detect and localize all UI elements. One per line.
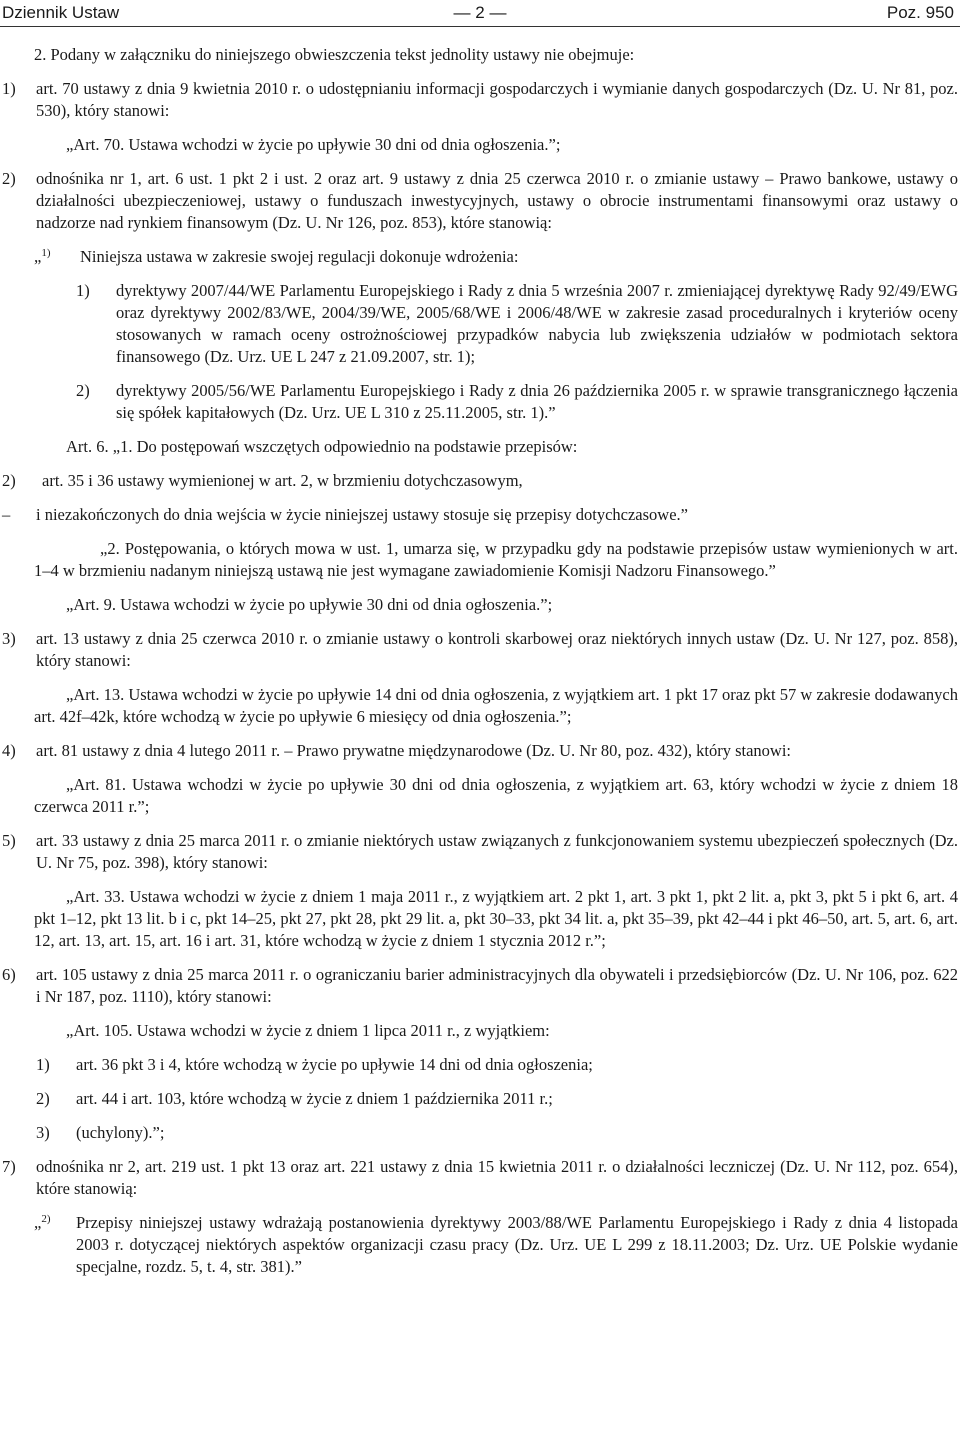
quote-art-9: „Art. 9. Ustawa wchodzi w życie po upływie 30 dni od dnia ogłoszenia.”; [66, 595, 553, 614]
footnote-text: Niniejsza ustawa w zakresie swojej regulacji dokonuje wdrożenia: [80, 247, 519, 266]
list-item-number: 2) [36, 1089, 50, 1108]
list-item-4 [0, 740, 958, 762]
list-item-text: art. 33 ustawy z dnia 25 marca 2011 r. o zmianie niektórych ustaw związanych z funkcjonowaniem systemu ubezpieczeń społecznych (Dz. U. Nr 75, poz. 398), który stanowi: [36, 831, 958, 872]
art-6-dash-line [0, 504, 958, 526]
dash-text: i niezakończonych do dnia wejścia w życie niniejszej ustawy stosuje się przepisy dotychczasowe.” [36, 505, 688, 524]
journal-title: Dziennik Ustaw [2, 3, 120, 22]
quote-art-81: „Art. 81. Ustawa wchodzi w życie po upływie 30 dni od dnia ogłoszenia, z wyjątkiem art. 63, który wchodzi w życie z dniem 18 czerwca 2011 r.”; [34, 775, 958, 816]
list-item-2 [0, 168, 958, 234]
footnote-1-item-1 [0, 280, 958, 368]
quote-art-105: „Art. 105. Ustawa wchodzi w życie z dniem 1 lipca 2011 r., z wyjątkiem: [66, 1021, 550, 1040]
list-item-number: 4) [2, 741, 16, 760]
list-item-number: 1) [36, 1055, 50, 1074]
list-item-text: dyrektywy 2007/44/WE Parlamentu Europejskiego i Rady z dnia 5 września 2007 r. zmieniającej dyrektywę Rady 92/49/EWG oraz dyrektywy 2002/83/WE, 2004/39/WE, 2005/68/WE i 2006/48/WE w zakresie zasad proceduralnych i kryteriów oceny stosowanych w ramach oceny ostrożnościowej przypadków nabycia lub zwiększenia udziałów w podmiotach sektora finansowego (Dz. Urz. UE L 247 z 21.09.2007, str. 1); [116, 281, 958, 366]
list-item-text: dyrektywy 2005/56/WE Parlamentu Europejskiego i Rady z dnia 26 października 2005 r. w sprawie transgranicznego łączenia się spółek kapitałowych (Dz. Urz. UE L 310 z 25.11.2005, str. 1).” [116, 381, 958, 422]
footnote-marker: „$^{1)}$ [34, 247, 51, 266]
list-item-number: 3) [2, 629, 16, 648]
list-item-text: art. 35 i 36 ustawy wymienionej w art. 2, w brzmieniu dotychczasowym, [42, 471, 523, 490]
list-item-7 [0, 1156, 958, 1200]
dash-marker: – [2, 505, 11, 524]
quote-art-70: „Art. 70. Ustawa wchodzi w życie po upływie 30 dni od dnia ogłoszenia.”; [66, 135, 561, 154]
list-item-text: art. 81 ustawy z dnia 4 lutego 2011 r. – Prawo prywatne międzynarodowe (Dz. U. Nr 80, poz. 432), który stanowi: [36, 741, 792, 760]
art-6-item-2 [0, 470, 958, 492]
art-6-heading: Art. 6. „1. Do postępowań wszczętych odpowiednio na podstawie przepisów: [66, 437, 578, 456]
list-item-text: art. 36 pkt 3 i 4, które wchodzą w życie po upływie 14 dni od dnia ogłoszenia; [76, 1055, 593, 1074]
document-body [0, 38, 958, 1278]
footnote-1 [0, 246, 958, 268]
footnote-2 [0, 1212, 958, 1278]
list-item-6 [0, 964, 958, 1008]
art-6-section-2: „2. Postępowania, o których mowa w ust. 1, umarza się, w przypadku gdy na podstawie przepisów ustaw wymienionych w art. 1–4 w brzmieniu nadanym niniejszą ustawą nie jest wymagane zawiadomienie Komisji Nadzoru Finansowego.” [34, 539, 958, 580]
art-105-item-1 [0, 1054, 958, 1076]
list-item-number: 2) [2, 471, 16, 490]
list-item-text: art. 44 i art. 103, które wchodzą w życie z dniem 1 października 2011 r.; [76, 1089, 553, 1108]
list-item-number: 1) [2, 79, 16, 98]
page-header [0, 0, 960, 26]
list-item-number: 2) [2, 169, 16, 188]
header-rule [0, 26, 960, 27]
list-item-number: 3) [36, 1123, 50, 1142]
list-item-number: 6) [2, 965, 16, 984]
list-item-text: odnośnika nr 1, art. 6 ust. 1 pkt 2 i ust. 2 oraz art. 9 ustawy z dnia 25 czerwca 2010 r. o zmianie ustawy – Prawo bankowe, ustawy o działalności ubezpieczeniowej, ustawy o funduszach inwestycyjnych, ustawy o obrocie instrumentami finansowymi oraz ustawy o nadzorze nad rynkiem finansowym (Dz. U. Nr 126, poz. 853), które stanowią: [36, 169, 958, 232]
list-item-number: 7) [2, 1157, 16, 1176]
list-item-number: 2) [76, 381, 90, 400]
list-item-text: art. 105 ustawy z dnia 25 marca 2011 r. o ograniczaniu barier administracyjnych dla obywateli i przedsiębiorców (Dz. U. Nr 106, poz. 622 i Nr 187, poz. 1110), który stanowi: [36, 965, 958, 1006]
footnote-marker: „$^{2)}$ [34, 1213, 51, 1232]
list-item-number: 1) [76, 281, 90, 300]
section-2-heading: 2. Podany w załączniku do niniejszego obwieszczenia tekst jednolity ustawy nie obejmuje: [34, 45, 635, 64]
quote-art-13: „Art. 13. Ustawa wchodzi w życie po upływie 14 dni od dnia ogłoszenia, z wyjątkiem art. 1 pkt 17 oraz pkt 57 w zakresie dodawanych art. 42f–42k, które wchodzą w życie po upływie 6 miesięcy od dnia ogłoszenia.”; [34, 685, 958, 726]
list-item-text: art. 70 ustawy z dnia 9 kwietnia 2010 r. o udostępnianiu informacji gospodarczych i wymianie danych gospodarczych (Dz. U. Nr 81, poz. 530), który stanowi: [36, 79, 958, 120]
position-number: Poz. 950 [886, 3, 954, 22]
list-item-3 [0, 628, 958, 672]
art-105-item-2 [0, 1088, 958, 1110]
quote-art-33: „Art. 33. Ustawa wchodzi w życie z dniem 1 maja 2011 r., z wyjątkiem art. 2 pkt 1, art. 3 pkt 1, pkt 2 lit. a, pkt 3, pkt 5 i pkt 6, art. 4 pkt 1–12, pkt 13 lit. b i c, pkt 14–25, pkt 27, pkt 28, pkt 29 lit. a, pkt 30–33, pkt 34 lit. a, pkt 35–39, pkt 42–44 i pkt 46–50, art. 5, art. 6, art. 12, art. 13, art. 15, art. 16 i art. 31, które wchodzą w życie z dniem 1 stycznia 2012 r.”; [34, 887, 958, 950]
list-item-text: art. 13 ustawy z dnia 25 czerwca 2010 r. o zmianie ustawy o kontroli skarbowej oraz niektórych innych ustaw (Dz. U. Nr 127, poz. 858), który stanowi: [36, 629, 958, 670]
footnote-text: Przepisy niniejszej ustawy wdrażają postanowienia dyrektywy 2003/88/WE Parlamentu Europejskiego i Rady z dnia 4 listopada 2003 r. dotyczącej niektórych aspektów organizacji czasu pracy (Dz. Urz. UE L 299 z 18.11.2003; Dz. Urz. UE Polskie wydanie specjalne, rozdz. 5, t. 4, str. 381).” [76, 1213, 958, 1276]
list-item-text: (uchylony).”; [76, 1123, 165, 1142]
art-105-item-3 [0, 1122, 958, 1144]
page-number: — 2 — [453, 3, 507, 22]
list-item-1 [0, 78, 958, 122]
footnote-1-item-2 [0, 380, 958, 424]
list-item-text: odnośnika nr 2, art. 219 ust. 1 pkt 13 oraz art. 221 ustawy z dnia 15 kwietnia 2011 r. o działalności leczniczej (Dz. U. Nr 112, poz. 654), które stanowią: [36, 1157, 958, 1198]
list-item-5 [0, 830, 958, 874]
list-item-number: 5) [2, 831, 16, 850]
